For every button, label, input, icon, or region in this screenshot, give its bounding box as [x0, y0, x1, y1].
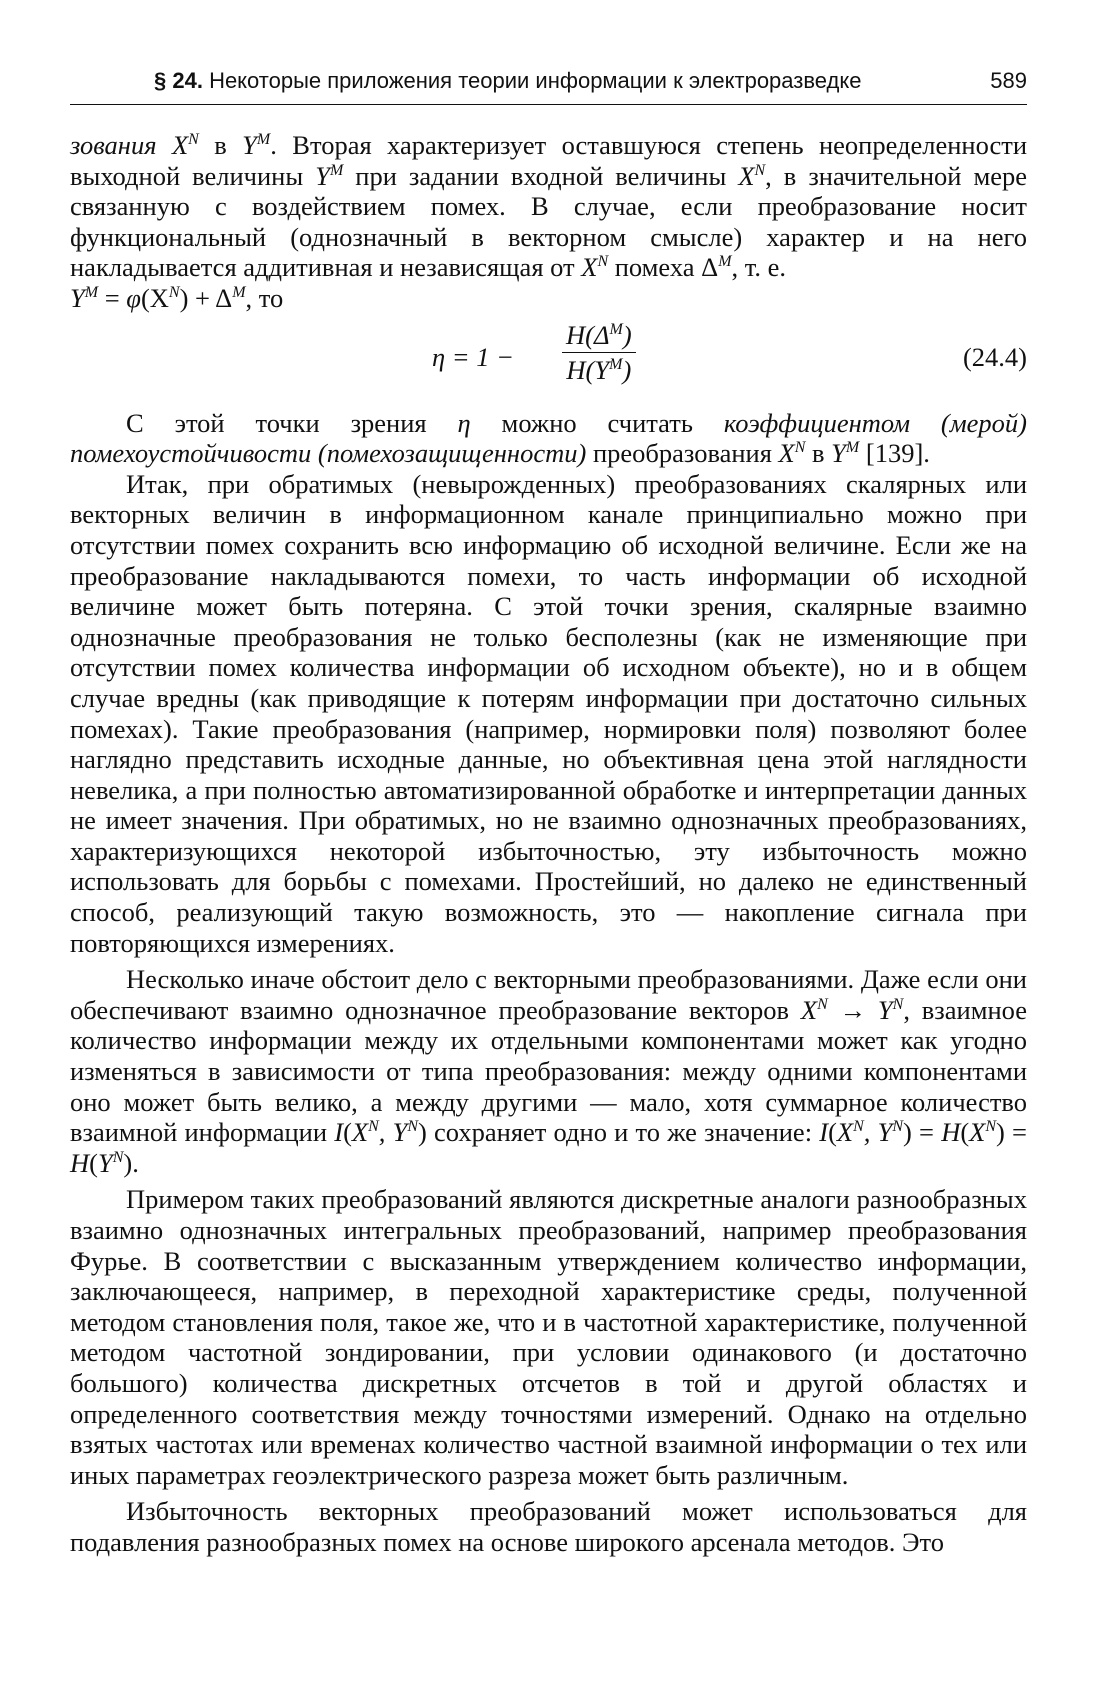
fraction-bar: [562, 352, 636, 353]
running-header: [70, 58, 1027, 105]
paragraph-5: Примером таких преобразований являются дискретные аналоги разнообразных взаимно однозначных интегральных преобразований, например преобразования Фурье. В соответствии с высказанным утверждением количество информации, заключающееся, например, в переходной характеристике среды, полученной методом становления поля, такое же, что и в частотной характеристике, полученной методом частотной зондировании, при условии одинакового (и достаточно большого) количества дискретных отсчетов в той и другой областях и определенного соответствия между точностями измерений. Однако на отдельно взятых частотах или временах количество частной взаимной информации о тех или иных параметрах геоэлектрического разреза может быть различным.: [70, 1184, 1027, 1490]
page-number: 589: [990, 68, 1027, 93]
equation-lhs: η = 1 −: [432, 341, 515, 372]
equation-number: (24.4): [962, 341, 1027, 372]
fraction-numerator: $H(\Delta^M)$: [566, 319, 632, 350]
equation-24-4: [70, 316, 1027, 404]
paragraph-2: С этой точки зрения η можно считать коэффициентом (мерой) помехоустойчивости (помехозащищенности) преобразования $X^N$ в $Y^M$ [139].: [70, 407, 1027, 469]
paragraph-4: Несколько иначе обстоит дело с векторными преобразованиями. Даже если они обеспечивают взаимно однозначное преобразование векторов $X^N \to Y^N$, взаимное количество информации между их отдельными компонентами может как угодно изменяться в зависимости от типа преобразования: между одними компонентами оно может быть велико, а между другими — мало, хотя суммарное количество взаимной информации $I(X^N$, $Y^N$) сохраняет одно и то же значение: $I(X^N$, $Y^N) = H(X^N) = H(Y^N)$.: [70, 964, 1028, 1178]
term-noise-immunity: коэффициентом (мерой) помехоустойчивости (помехозащищенности): [70, 407, 1027, 469]
fraction-denominator: $H(Y^M)$: [566, 355, 632, 386]
book-page: [70, 0, 1027, 1684]
equation-fraction: [562, 320, 636, 386]
paragraph-3: Итак, при обратимых (невырожденных) преобразованиях скалярных или векторных величин в информационном канале принципиально можно при отсутствии помех сохранить всю информацию об исходной величине. Если же на преобразование накладываются помехи, то часть информации об исходной величине может быть потеряна. С этой точки зрения, скалярные взаимно однозначные преобразования не только бесполезны (как не изменяющие при отсутствии помех количества информации об исходном объекте), но и в общем случае вредны (как приводящие к потерям информации при достаточно сильных помехах). Такие преобразования (например, нормировки поля) позволяют более наглядно представить исходные данные, но объективная цена этой наглядности невелика, а при полностью автоматизированной обработке и интерпретации данных не имеет значения. При обратимых, но не взаимно однозначных преобразованиях, характеризующихся некоторой избыточностью, эту избыточность можно использовать для борьбы с помехами. Простейший, но далеко не единственный способ, реализующий такую возможность, это — накопление сигнала при повторяющихся измерениях.: [70, 468, 1027, 958]
section-title: § 24. Некоторые приложения теории информации к электроразведке: [154, 68, 862, 93]
paragraph-1: зования $X^N$ в $Y^M$. Вторая характеризует оставшуюся степень неопределенности выходной величины $Y^M$ при задании входной величины $X^N$, в значительной мере связанную с воздействием помех. В случае, если преобразование носит функциональный (однозначный в векторном смысле) характер и на него накладывается аддитивная и независящая от $X^N$ помеха $\Delta^M$, т. е. $Y^M = \varphi(X^N) + \Delta^M$, то: [70, 130, 1028, 313]
body-text: [70, 130, 1027, 1558]
paragraph-6: Избыточность векторных преобразований может использоваться для подавления разнообразных помех на основе широкого арсенала методов. Это: [70, 1496, 1027, 1557]
